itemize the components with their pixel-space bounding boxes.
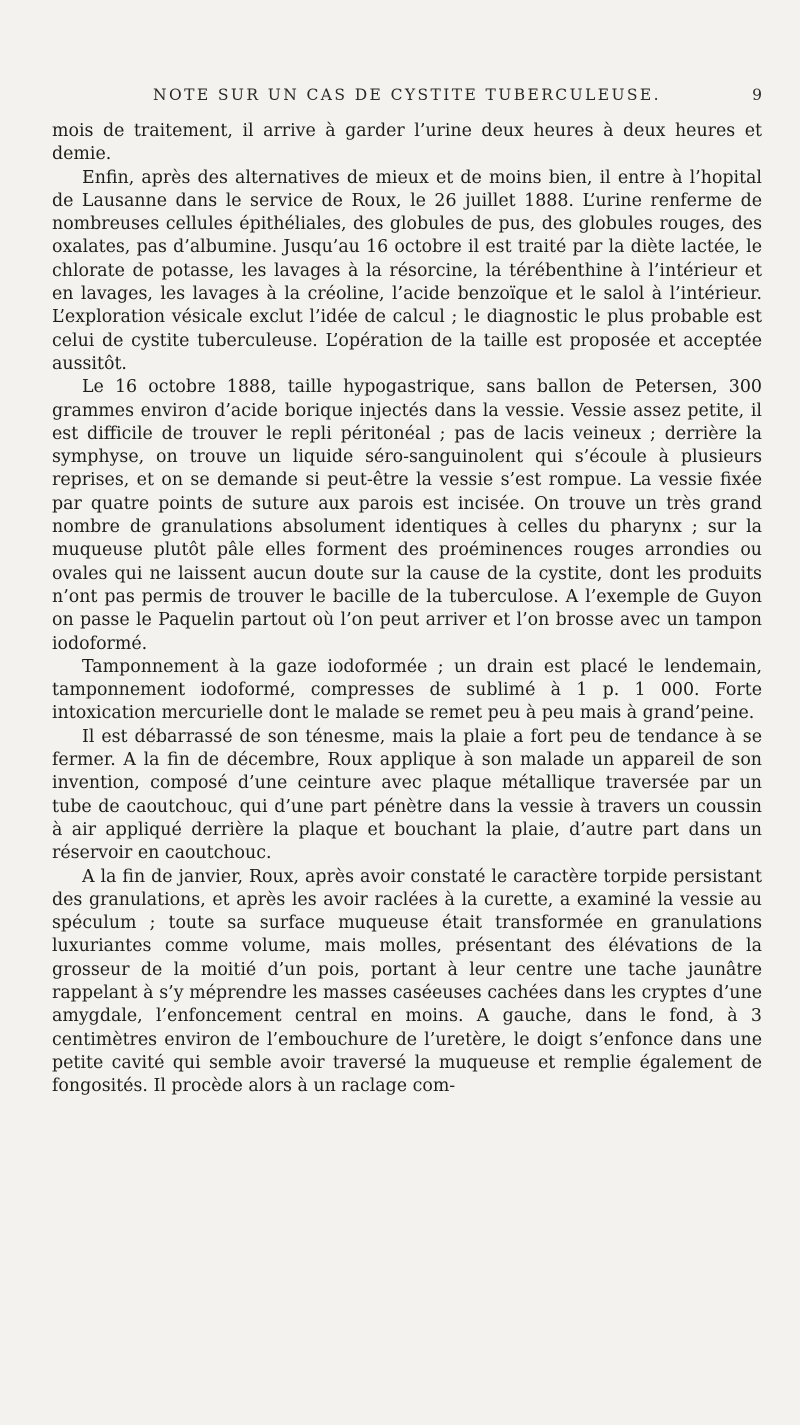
- book-page: [0, 86, 800, 1425]
- body-text: [52, 120, 762, 1098]
- paragraph-operation: Le 16 octobre 1888, taille hypogastrique, sans ballon de Petersen, 300 grammes environ d’acide borique injectés dans la vessie. Vessie assez petite, il est difficile de trouver le repli péritonéal ; pas de lacis veineux ; derrière la symphyse, on trouve un liquide séro-sanguinolent qui s’écoule à plusieurs reprises, et on se demande si peut-être la vessie s’est rompue. La vessie fixée par quatre points de suture aux parois est incisée. On trouve un très grand nombre de granulations absolument identiques à celles du pharynx ; sur la muqueuse plutôt pâle elles forment des proéminences rouges arrondies ou ovales qui ne laissent aucun doute sur la cause de la cystite, dont les produits n’ont pas permis de trouver le bacille de la tuberculose. A l’exemple de Guyon on passe le Paquelin partout où l’on peut arriver et l’on brosse avec un tampon iodoformé.: [52, 377, 762, 654]
- paragraph-speculum: A la fin de janvier, Roux, après avoir constaté le caractère torpide persistant des granulations, et après les avoir raclées à la curette, a examiné la vessie au spéculum ; toute sa surface muqueuse était transformée en granulations luxuriantes comme volume, mais molles, présentant des élévations de la grosseur de la moitié d’un pois, portant à leur centre une tache jaunâtre rappelant à s’y méprendre les masses caséeuses cachées dans les cryptes d’une amygdale, l’enfoncement central en moins. A gauche, dans le fond, à 3 centimètres environ de l’embouchure de l’uretère, le doigt s’enfonce dans une petite cavité qui semble avoir traversé la muqueuse et remplie également de fongosités. Il procède alors à un raclage com-: [52, 866, 762, 1097]
- paragraph-continuation: mois de traitement, il arrive à garder l’urine deux heures à deux heures et demie.: [52, 121, 762, 165]
- paragraph-admission: Enfin, après des alternatives de mieux et de moins bien, il entre à l’hopital de Lausanne dans le service de Roux, le 26 juillet 1888. L’urine renferme de nombreuses cellules épithéliales, des globules de pus, des globules rouges, des oxalates, pas d’albumine. Jusqu’au 16 octobre il est traité par la diète lactée, le chlorate de potasse, les lavages à la résorcine, la térébenthine à l’intérieur et en lavages, les lavages à la créoline, l’acide benzoïque et le salol à l’intérieur. L’exploration vésicale exclut l’idée de calcul ; le diagnostic le plus probable est celui de cystite tuberculeuse. L’opération de la taille est proposée et acceptée aussitôt.: [52, 167, 762, 374]
- paragraph-appareil: Il est débarrassé de son ténesme, mais la plaie a fort peu de tendance à se fermer. A la fin de décembre, Roux applique à son malade un appareil de son invention, composé d’une ceinture avec plaque métallique traversée par un tube de caoutchouc, qui d’une part pénètre dans la vessie à travers un coussin à air appliqué derrière la plaque et bouchant la plaie, d’autre part dans un réservoir en caoutchouc.: [52, 726, 762, 864]
- paragraph-tamponnement: Tamponnement à la gaze iodoformée ; un drain est placé le lendemain, tamponnement iodoformé, compresses de sublimé à 1 p. 1 000. Forte intoxication mercurielle dont le malade se remet peu à peu mais à grand’peine.: [52, 656, 762, 724]
- running-head: [52, 86, 762, 108]
- running-title: NOTE SUR UN CAS DE CYSTITE TUBERCULEUSE.: [153, 86, 661, 104]
- page-number: 9: [752, 86, 762, 104]
